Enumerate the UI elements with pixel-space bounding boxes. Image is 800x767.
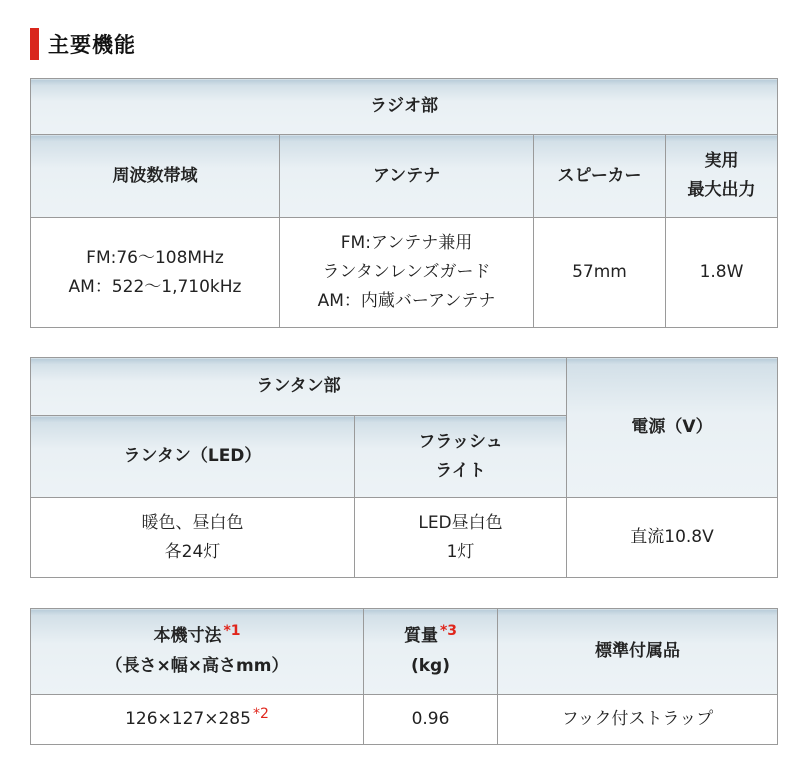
header-lantern: ランタン（LED） [31, 416, 355, 498]
header-flash-line2: ライト [435, 460, 486, 481]
lantern-section-title: ランタン部 [31, 358, 567, 416]
body-spec-table [30, 608, 778, 745]
flash-value [355, 498, 567, 578]
header-dimensions-unit: （長さ×幅×高さmm） [105, 656, 289, 676]
frequency-am: AM：522〜1,710kHz [68, 276, 242, 297]
flash-color: LED昼白色 [418, 512, 503, 533]
lantern-color: 暖色、昼白色 [141, 512, 244, 533]
heading-accent-bar [30, 28, 39, 60]
footnote-mark-1: *1 [223, 623, 241, 639]
antenna-value [280, 218, 534, 328]
footnote-mark-2: *2 [252, 705, 269, 722]
header-dimensions-label: 本機寸法 [153, 626, 222, 646]
header-mass [364, 609, 498, 695]
lantern-value [31, 498, 355, 578]
frequency-fm: FM:76〜108MHz [86, 247, 224, 268]
header-flash [355, 416, 567, 498]
dimensions-value [31, 695, 364, 745]
header-mass-unit: (kg) [410, 656, 450, 676]
header-dimensions-line1 [31, 622, 363, 652]
footnote-mark-3: *3 [439, 623, 458, 639]
lantern-count: 各24灯 [164, 541, 221, 562]
header-power: 電源（V） [567, 358, 778, 498]
power-value: 直流10.8V [567, 498, 778, 578]
mass-value: 0.96 [364, 695, 498, 745]
page-title: 主要機能 [48, 33, 136, 57]
header-mass-line1 [364, 622, 497, 652]
antenna-fm: FM:アンテナ兼用 [340, 233, 473, 253]
radio-spec-table [30, 78, 778, 328]
lantern-spec-table [30, 357, 778, 578]
header-speaker: スピーカー [534, 135, 666, 218]
header-output-line1: 実用 最大出力 [687, 151, 756, 200]
header-accessories: 標準付属品 [498, 609, 778, 695]
header-antenna: アンテナ [280, 135, 534, 218]
output-value: 1.8W [666, 218, 778, 328]
header-mass-label: 質量 [403, 626, 438, 646]
antenna-am: AM：内蔵バーアンテナ [317, 291, 496, 311]
dimensions-number: 126×127×285 [125, 708, 251, 729]
flash-count: 1灯 [446, 541, 475, 562]
speaker-value: 57mm [534, 218, 666, 328]
frequency-value [31, 218, 280, 328]
header-flash-line1: フラッシュ [418, 431, 503, 452]
header-dimensions [31, 609, 364, 695]
accessories-value: フック付ストラップ [498, 695, 778, 745]
radio-section-title: ラジオ部 [31, 79, 778, 135]
section-heading [30, 28, 136, 60]
header-frequency: 周波数帯域 [31, 135, 280, 218]
antenna-lens-guard: ランタンレンズガード [322, 262, 491, 282]
header-output [666, 135, 778, 218]
